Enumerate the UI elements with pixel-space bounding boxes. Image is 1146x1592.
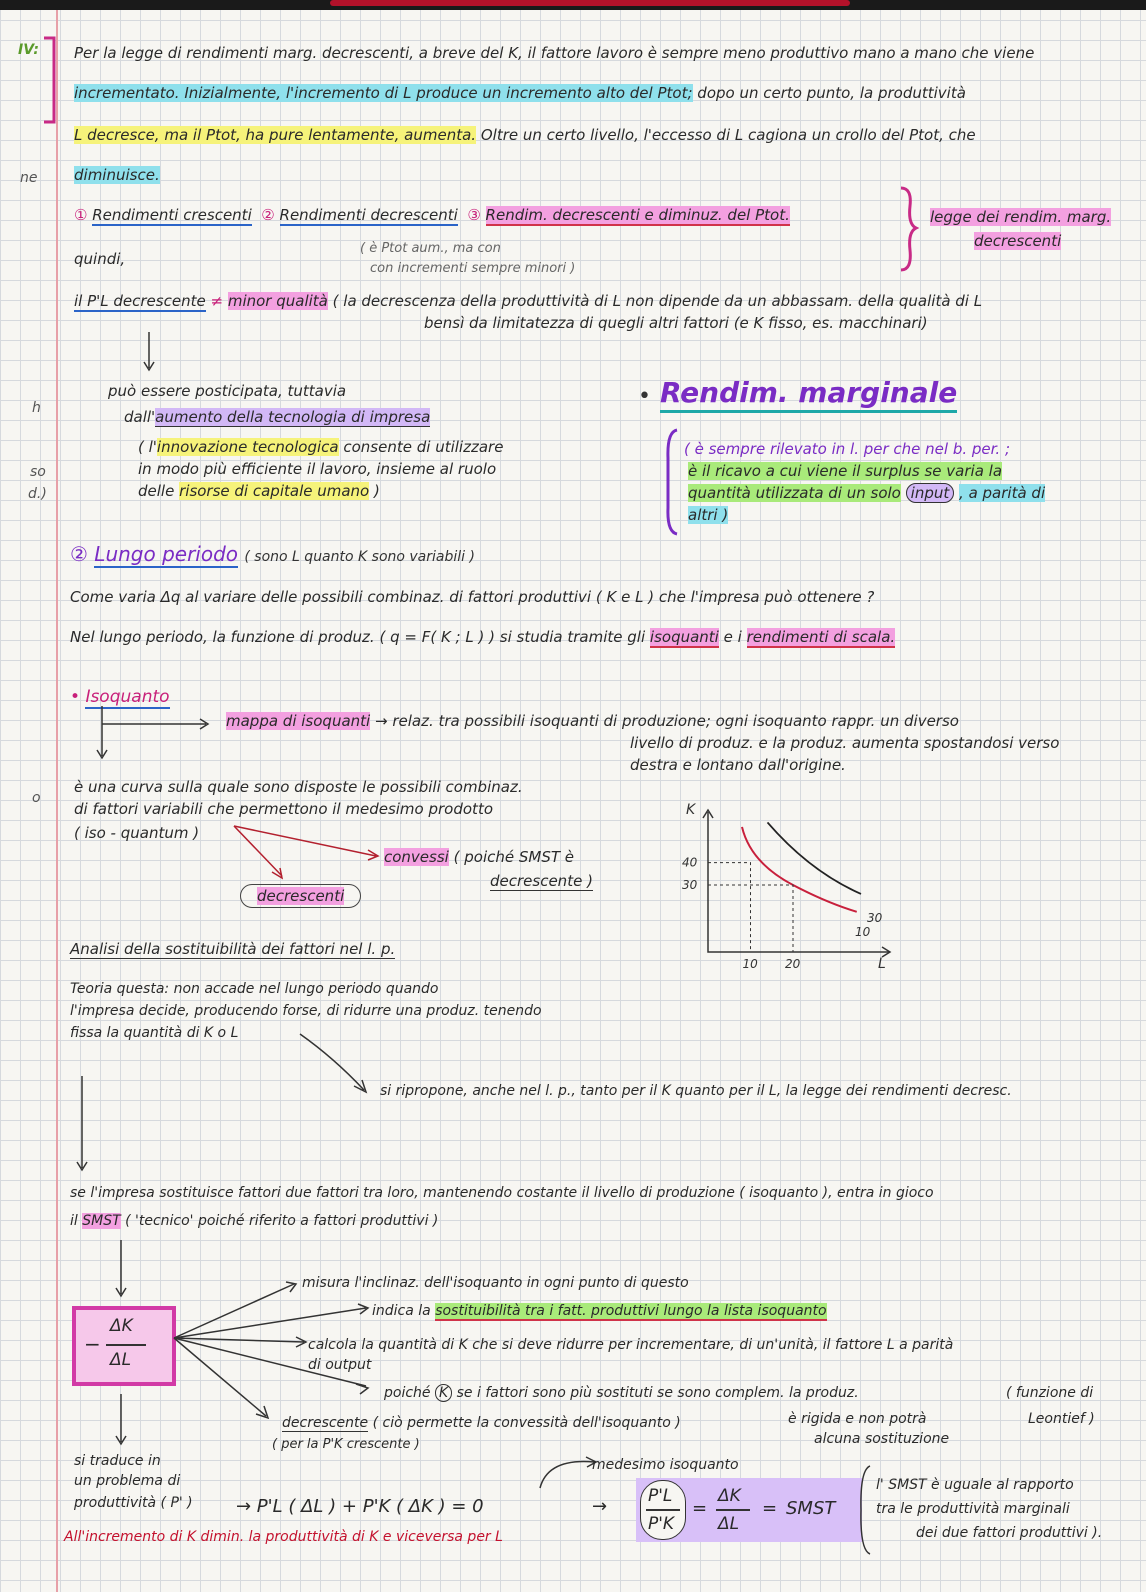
intro-line <box>74 166 160 184</box>
chart-y-axis-label: K <box>686 802 696 818</box>
substitution-text: il <box>70 1213 78 1229</box>
stage-note: ( è Ptot aum., ma con <box>360 241 501 256</box>
long-run-text: e i <box>723 628 742 646</box>
k-circled: K <box>435 1384 452 1402</box>
tech-line <box>124 408 430 426</box>
down-arrow <box>142 330 156 374</box>
intro-highlight: L decresce, ma il Ptot, ha pure lentamente, aumenta. <box>74 126 477 144</box>
curly-brace <box>898 186 920 272</box>
convex-note-term: decrescente ) <box>490 872 593 890</box>
substitution-line: l'impresa decide, producendo forse, di ridurre una produz. tenendo <box>70 1003 542 1019</box>
fraction-bar <box>646 1509 680 1511</box>
smst-box <box>72 1306 176 1386</box>
isoquant-def: è una curva sulla quale sono disposte le possibili combinaz. <box>74 778 523 796</box>
tech-highlight: innovazione tecnologica <box>156 438 339 456</box>
marginal-bracket <box>664 428 680 536</box>
intro-line: Per la legge di rendimenti marg. decrescenti, a breve del K, il fattore lavoro è sempre meno produttivo mano a mano che viene <box>74 44 1035 62</box>
smst-note: tra le produttività marginali <box>876 1501 1070 1517</box>
tech-text: ) <box>374 482 380 500</box>
margin-note: o <box>32 790 41 806</box>
brace-label <box>930 208 1111 226</box>
margin-note: h <box>32 400 41 416</box>
section-title: Lungo periodo <box>94 542 239 566</box>
chart-x-tick: 10 <box>742 957 758 971</box>
productivity-equation: → P'L ( ΔL ) + P'K ( ΔK ) = 0 <box>236 1496 484 1517</box>
section-bracket <box>40 36 60 126</box>
intro-text: dopo un certo punto, la produttività <box>697 84 966 102</box>
pl-line <box>74 292 982 310</box>
section-number: ② <box>70 542 88 566</box>
isoquant-def: di fattori variabili che permettono il medesimo prodotto <box>74 800 493 818</box>
intro-highlight: incrementato. Inizialmente, l'incremento di L produce un incremento alto del Ptot; <box>74 84 693 102</box>
chart-guide-line <box>708 863 751 952</box>
margin-note: so <box>30 464 46 480</box>
intro-line <box>74 84 966 102</box>
quindi: quindi, <box>74 250 126 268</box>
isoquant-label-30: 30 <box>867 910 883 925</box>
smst-text: se i fattori sono più sostituti se sono complem. la produz. <box>456 1385 859 1401</box>
convex-note: ( poiché SMST è <box>453 848 575 866</box>
smst-numerator: ΔK <box>110 1316 133 1336</box>
smst-point: di output <box>308 1357 372 1373</box>
isoquant-chart <box>672 798 902 984</box>
bullet: • <box>638 384 651 409</box>
smst-point: è rigida e non potrà <box>788 1411 927 1427</box>
intro-line <box>74 126 976 144</box>
ratio-numerator: ΔK <box>718 1486 741 1506</box>
marginal-title: Rendim. marginale <box>660 376 957 413</box>
tech-text: dall' <box>124 408 156 426</box>
isoquant-branch-arrows <box>230 820 390 890</box>
smst-point: calcola la quantità di K che si deve ridurre per incrementare, di un'unità, il fattore L a parità <box>308 1337 954 1353</box>
tech-line: in modo più efficiente il lavoro, insieme al ruolo <box>138 460 497 478</box>
arrow-glyph: → <box>374 712 388 730</box>
smst-text: indica la <box>372 1303 431 1319</box>
section-subtitle: ( sono L quanto K sono variabili ) <box>244 549 475 565</box>
isoquant-map-term: mappa di isoquanti <box>226 712 371 730</box>
productivity-line: un problema di <box>74 1473 181 1489</box>
substitution-line <box>70 1212 438 1230</box>
ratio-denominator: ΔL <box>718 1514 740 1534</box>
isoquant-label-10: 10 <box>855 924 871 939</box>
smst-highlight: sostituibilità tra i fatt. produttivi lungo la lista isoquanto <box>435 1303 827 1319</box>
stage-number: ③ <box>467 206 481 224</box>
notebook-top-edge <box>0 0 1146 10</box>
tech-line <box>138 438 503 456</box>
smst-point <box>282 1414 681 1432</box>
margin-note: IV: <box>18 42 40 58</box>
decreasing-term: decrescenti <box>257 887 345 905</box>
substitution-line: si ripropone, anche nel l. p., tanto per il K quanto per il L, la legge dei rendimenti decresc. <box>380 1083 1012 1099</box>
chart-y-tick: 30 <box>682 878 698 892</box>
long-run-text: si studia tramite gli <box>499 628 646 646</box>
chart-y-tick: 40 <box>682 855 698 870</box>
isoquant-def: ( iso - quantum ) <box>74 824 200 842</box>
stages-row <box>74 206 790 224</box>
note-bracket <box>858 1464 872 1556</box>
long-run-text: Nel lungo periodo, la funzione di produz. <box>70 628 375 646</box>
marginal-highlight: altri ) <box>688 506 729 524</box>
long-run-term: rendimenti di scala. <box>746 628 896 646</box>
stage-number: ② <box>261 206 275 224</box>
stage-label: Rendimenti crescenti <box>92 206 252 224</box>
marginal-highlight: quantità utilizzata di un solo <box>688 484 901 502</box>
smst-term: decrescente <box>282 1415 369 1431</box>
brace-label-line: legge dei rendim. marg. <box>930 208 1112 226</box>
brace-label <box>974 232 1061 250</box>
down-arrow <box>114 1238 128 1302</box>
smst-point <box>372 1302 827 1320</box>
convex-label <box>384 848 574 866</box>
smst-note: l' SMST è uguale al rapporto <box>876 1477 1074 1493</box>
smst-denominator: ΔL <box>110 1350 132 1370</box>
long-run-heading <box>70 542 475 569</box>
smst-point: Leontief ) <box>1028 1411 1095 1427</box>
substitution-line: fissa la quantità di K o L <box>70 1025 239 1041</box>
marginal-line: ( è sempre rilevato in l. per che nel b. per. ; <box>684 440 1011 458</box>
decreasing-label <box>240 884 361 908</box>
substitution-title: Analisi della sostituibilità dei fattori nel l. p. <box>70 940 396 958</box>
smst-text: ( ciò permette la convessità dell'isoquanto ) <box>372 1415 681 1431</box>
chart-x-tick: 20 <box>785 957 801 971</box>
ratio-numerator: P'L <box>648 1486 673 1506</box>
tech-line <box>138 482 380 500</box>
pl-note: bensì da limitatezza di quegli altri fattori (e K fisso, es. macchinari) <box>424 314 928 332</box>
long-run-question: Come varia Δq al variare delle possibili combinaz. di fattori produttivi ( K e L ) che l'impresa può ottenere ? <box>70 588 875 606</box>
substitution-line: se l'impresa sostituisce fattori due fattori tra loro, mantenendo costante il livello di produzione ( isoquanto ), entra in gioco <box>70 1185 934 1201</box>
tech-text: consente di utilizzare <box>343 438 504 456</box>
isoquant-curve-30 <box>768 822 862 893</box>
intro-highlight: diminuisce. <box>74 166 160 184</box>
long-run-term: isoquanti <box>649 628 719 646</box>
bottom-note: All'incremento di K dimin. la produttività di K e viceversa per L <box>64 1529 503 1545</box>
smst-symbol: SMST <box>786 1498 836 1519</box>
bullet: • <box>70 687 81 707</box>
substitution-line: Teoria questa: non accade nel lungo periodo quando <box>70 981 439 997</box>
margin-line <box>56 10 58 1592</box>
isoquant-map-desc: destra e lontano dall'origine. <box>630 756 846 774</box>
pl-term: minor qualità <box>227 292 328 310</box>
marginal-highlight: , a parità di <box>959 484 1046 502</box>
isoquant-map-line <box>226 712 959 730</box>
marginal-line <box>688 462 1002 480</box>
stage-number: ① <box>74 206 88 224</box>
tech-text: delle <box>138 482 175 500</box>
tech-highlight: risorse di capitale umano <box>179 482 370 500</box>
margin-note: ne <box>20 170 38 186</box>
isoquant-map-desc: livello di produz. e la produz. aumenta spostandosi verso <box>630 734 1060 752</box>
smst-point: ( per la P'K crescente ) <box>272 1437 420 1452</box>
convex-term: convessi <box>384 848 449 866</box>
chart-x-axis-label: L <box>878 956 886 972</box>
substitution-text: ( 'tecnico' poiché riferito a fattori produttivi ) <box>125 1213 439 1229</box>
isoquant-title: Isoquanto <box>85 687 170 707</box>
stage-note: con incrementi sempre minori ) <box>370 261 576 276</box>
smst-point: ( funzione di <box>1006 1385 1094 1401</box>
smst-point: misura l'inclinaz. dell'isoquanto in ogni punto di questo <box>302 1275 689 1291</box>
fraction-bar <box>106 1344 146 1346</box>
long-run-line <box>70 628 895 646</box>
intro-text: Oltre un certo livello, l'eccesso di L cagiona un crollo del Ptot, che <box>480 126 976 144</box>
stage-label: Rendim. decrescenti e diminuz. del Ptot. <box>485 206 790 224</box>
marginal-line <box>688 484 1045 502</box>
convex-note <box>490 872 593 890</box>
isoquant-map-desc: relaz. tra possibili isoquanti di produzione; ogni isoquanto rappr. un diverso <box>392 712 959 730</box>
smst-minus: − <box>84 1332 101 1356</box>
smst-note: dei due fattori produttivi ). <box>916 1525 1103 1541</box>
isoquant-curve-10 <box>742 827 857 912</box>
stage-label: Rendimenti decrescenti <box>279 206 458 224</box>
smst-point: alcuna sostituzione <box>814 1431 950 1447</box>
brace-label-line: decrescenti <box>974 232 1062 250</box>
productivity-line: si traduce in <box>74 1453 161 1469</box>
marginal-line <box>688 506 728 524</box>
tech-line: può essere posticipata, tuttavia <box>108 382 347 400</box>
input-circled: input <box>906 483 955 503</box>
neq-symbol: ≠ <box>210 292 224 310</box>
down-arrow <box>114 1392 128 1450</box>
tech-highlight: aumento della tecnologia di impresa <box>155 408 431 426</box>
production-function: ( q = F( K ; L ) ) <box>379 628 495 646</box>
ratio-denominator: P'K <box>648 1514 675 1534</box>
marginal-highlight: è il ricavo a cui viene il surplus se varia la <box>688 462 1003 480</box>
isoquant-arrows <box>96 704 216 764</box>
equals-sign: = <box>762 1498 778 1519</box>
equals-sign: = <box>692 1498 708 1519</box>
fraction-bar <box>716 1509 750 1511</box>
same-isoquant-label: medesimo isoquanto <box>592 1457 739 1473</box>
pl-term: il P'L decrescente <box>74 292 206 310</box>
substitution-arrows <box>74 1028 374 1178</box>
substitution-heading <box>70 940 395 958</box>
smst-point <box>384 1384 859 1402</box>
smst-equality-box <box>636 1478 862 1542</box>
smst-text: poiché <box>384 1385 431 1401</box>
equation-arrow: → <box>592 1496 608 1517</box>
smst-term: SMST <box>82 1213 121 1229</box>
pl-note: ( la decrescenza della produttività di L non dipende da un abbassam. della qualità di L <box>332 292 983 310</box>
margin-note: d.) <box>28 486 47 502</box>
productivity-line: produttività ( P' ) <box>74 1495 193 1511</box>
tech-text: ( l' <box>138 438 157 456</box>
